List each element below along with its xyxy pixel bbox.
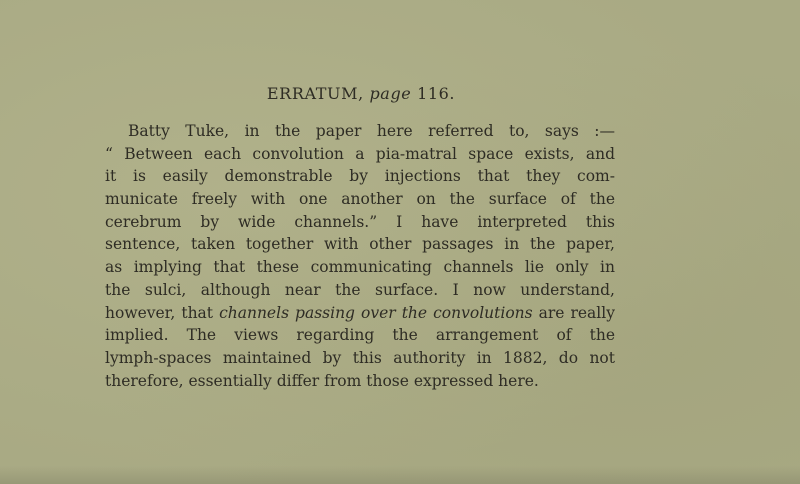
erratum-paragraph xyxy=(105,120,615,392)
paragraph-line: the sulci, although near the surface. I now understand, xyxy=(105,280,615,299)
page-number: 116. xyxy=(417,84,456,103)
erratum-heading xyxy=(0,84,722,104)
erratum-title: ERRATUM, xyxy=(266,84,364,103)
paragraph-line: cerebrum by wide channels.” I have interpreted this xyxy=(105,212,615,231)
paragraph-line: municate freely with one another on the surface of the xyxy=(105,190,615,209)
paragraph-line: as implying that these communicating channels lie only in xyxy=(105,258,615,277)
paragraph-line: it is easily demonstrable by injections that they com- xyxy=(105,167,615,186)
paragraph-line: Batty Tuke, in the paper here referred to, says :— xyxy=(128,122,615,140)
page-word: page xyxy=(369,84,412,103)
line-segment: are really xyxy=(538,303,615,322)
paragraph-line: therefore, essentially differ from those expressed here. xyxy=(105,371,539,390)
paragraph-line: “ Between each convolution a pia-matral space exists, and xyxy=(105,144,615,163)
paragraph-line-mixed xyxy=(105,302,615,325)
italic-phrase: channels passing over the convolutions xyxy=(219,303,533,322)
line-segment: however, that xyxy=(105,303,214,322)
paragraph-line: lymph-spaces maintained by this authority in 1882, do not xyxy=(105,348,615,367)
paragraph-line: sentence, taken together with other passages in the paper, xyxy=(105,235,615,254)
paragraph-line: implied. The views regarding the arrangement of the xyxy=(105,326,615,345)
page-bottom-edge xyxy=(0,466,800,484)
